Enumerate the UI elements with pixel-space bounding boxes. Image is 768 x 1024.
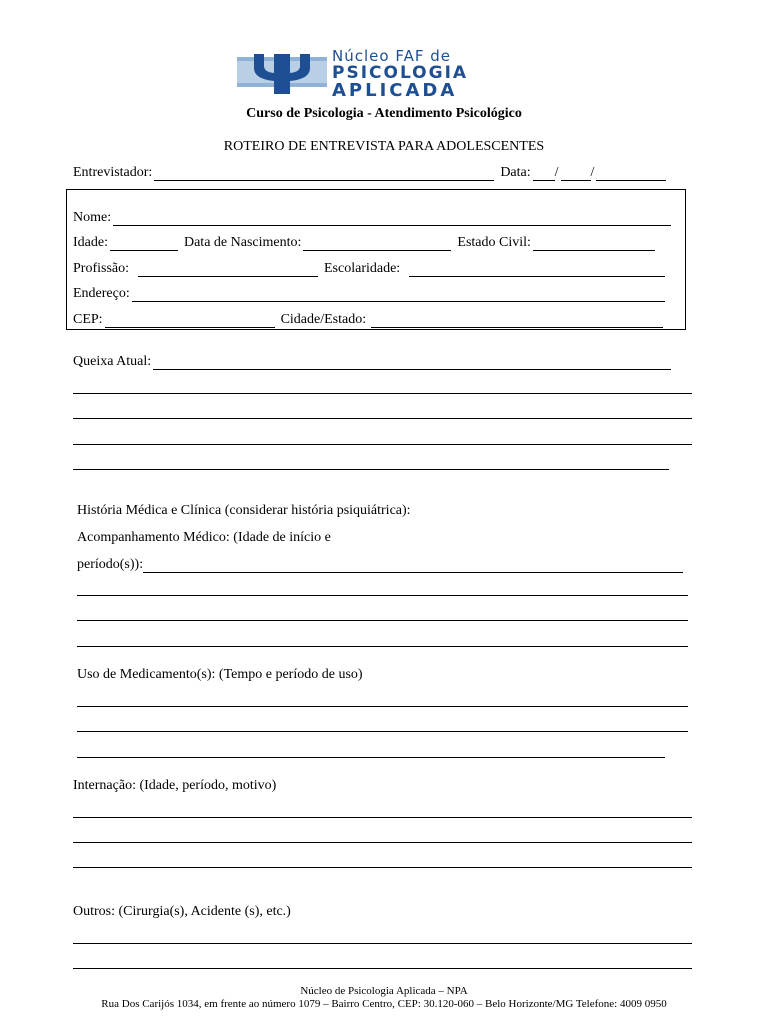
cep-field[interactable] bbox=[105, 314, 275, 328]
birth-date-field[interactable] bbox=[303, 237, 451, 251]
age-label: Idade: bbox=[73, 235, 108, 250]
birth-date-label: Data de Nascimento: bbox=[183, 235, 302, 250]
medication-line[interactable] bbox=[77, 757, 665, 758]
complaint-row bbox=[73, 354, 671, 370]
age-field[interactable] bbox=[110, 237, 178, 251]
education-field[interactable] bbox=[409, 263, 665, 277]
medication-label: Uso de Medicamento(s): (Tempo e período de uso) bbox=[77, 667, 363, 682]
date-month-field[interactable] bbox=[561, 167, 591, 181]
marital-status-field[interactable] bbox=[533, 237, 655, 251]
name-row bbox=[73, 210, 671, 226]
interviewer-row bbox=[73, 165, 666, 181]
date-year-field[interactable] bbox=[596, 167, 666, 181]
address-label: Endereço: bbox=[73, 286, 130, 301]
interviewer-label: Entrevistador: bbox=[73, 165, 153, 180]
medical-follow-up-row bbox=[77, 557, 683, 573]
cep-label: CEP: bbox=[73, 312, 103, 327]
form-title: ROTEIRO DE ENTREVISTA PARA ADOLESCENTES bbox=[223, 139, 545, 154]
complaint-field[interactable] bbox=[153, 356, 671, 370]
medication-line[interactable] bbox=[77, 706, 688, 707]
course-title: Curso de Psicologia - Atendimento Psicológico bbox=[246, 106, 522, 121]
medication-line[interactable] bbox=[77, 731, 688, 732]
date-day-field[interactable] bbox=[533, 167, 555, 181]
logo-line-2: PSICOLOGIA bbox=[332, 63, 469, 83]
npa-logo bbox=[236, 47, 492, 101]
name-label: Nome: bbox=[73, 210, 112, 225]
medical-follow-up-label-2: período(s)): bbox=[77, 557, 144, 572]
cep-row bbox=[73, 312, 663, 328]
others-line[interactable] bbox=[73, 943, 692, 944]
medical-history-line[interactable] bbox=[77, 646, 688, 647]
footer-address: Rua Dos Carijós 1034, em frente ao número 1079 – Bairro Centro, CEP: 30.120-060 – Belo Horizonte/MG Telefone: 4009 0950 bbox=[101, 998, 667, 1010]
psi-symbol-icon bbox=[236, 48, 328, 96]
medical-follow-up-field[interactable] bbox=[143, 559, 683, 573]
city-state-label: Cidade/Estado: bbox=[280, 312, 367, 327]
hospitalization-line[interactable] bbox=[73, 817, 692, 818]
education-label: Escolaridade: bbox=[324, 261, 401, 276]
interviewer-field[interactable] bbox=[154, 167, 494, 181]
profession-field[interactable] bbox=[138, 263, 318, 277]
complaint-line[interactable] bbox=[73, 444, 692, 445]
medical-history-line[interactable] bbox=[77, 595, 688, 596]
logo-line-3: APLICADA bbox=[332, 80, 458, 101]
hospitalization-line[interactable] bbox=[73, 842, 692, 843]
hospitalization-label: Internação: (Idade, período, motivo) bbox=[73, 778, 277, 793]
others-label: Outros: (Cirurgia(s), Acidente (s), etc.) bbox=[73, 904, 291, 919]
medical-history-line[interactable] bbox=[77, 620, 688, 621]
hospitalization-line[interactable] bbox=[73, 867, 692, 868]
date-separator: / bbox=[590, 165, 595, 180]
date-separator: / bbox=[554, 165, 559, 180]
name-field[interactable] bbox=[113, 212, 671, 226]
date-label: Data: bbox=[500, 165, 531, 180]
age-row bbox=[73, 235, 655, 251]
complaint-line[interactable] bbox=[73, 418, 692, 419]
medical-history-label: História Médica e Clínica (considerar história psiquiátrica): bbox=[77, 503, 411, 518]
address-row bbox=[73, 286, 665, 302]
profession-label: Profissão: bbox=[73, 261, 129, 276]
marital-status-label: Estado Civil: bbox=[457, 235, 531, 250]
address-field[interactable] bbox=[132, 288, 665, 302]
logo-line-1: Núcleo FAF de bbox=[332, 47, 451, 65]
city-state-field[interactable] bbox=[371, 314, 663, 328]
profession-row bbox=[73, 261, 665, 277]
complaint-line[interactable] bbox=[73, 393, 692, 394]
others-line[interactable] bbox=[73, 968, 692, 969]
complaint-line[interactable] bbox=[73, 469, 669, 470]
medical-follow-up-label: Acompanhamento Médico: (Idade de início e bbox=[77, 530, 331, 545]
complaint-label: Queixa Atual: bbox=[73, 354, 152, 369]
footer-org: Núcleo de Psicologia Aplicada – NPA bbox=[300, 985, 468, 997]
logo-wordmark bbox=[332, 49, 468, 100]
